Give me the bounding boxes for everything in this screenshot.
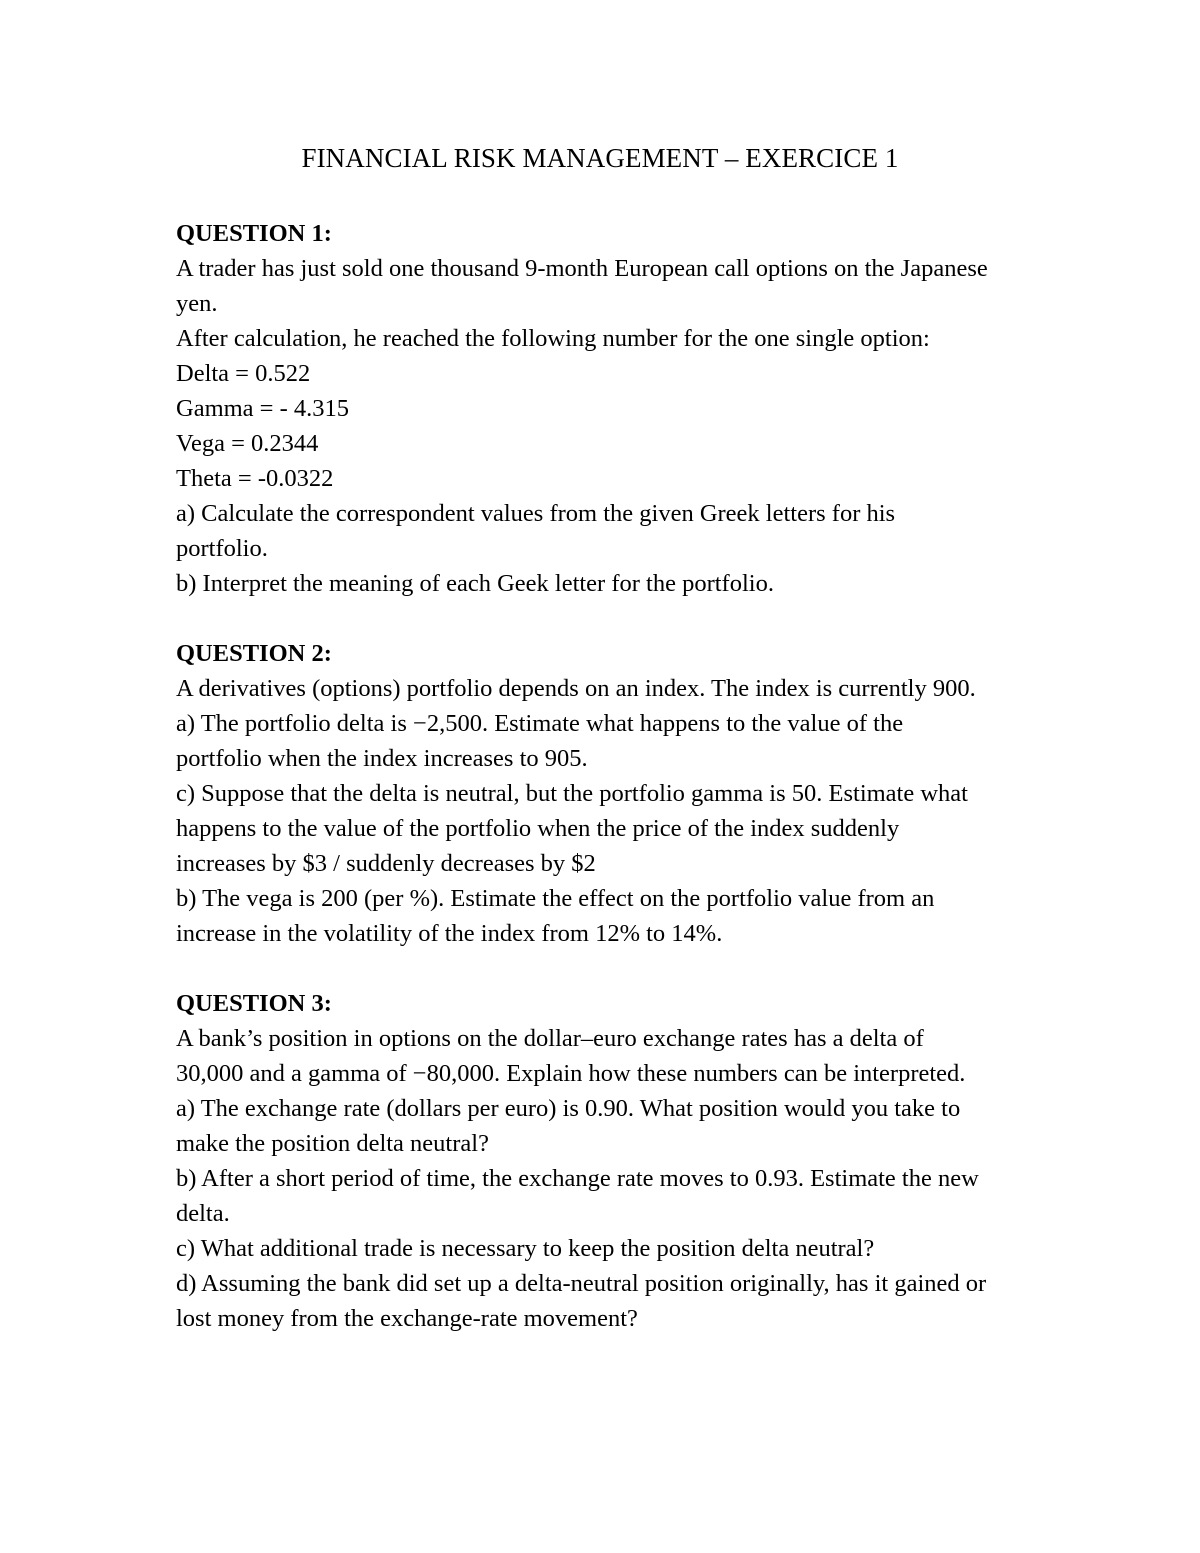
question-2-line: A derivatives (options) portfolio depends on an index. The index is currently 900.: [176, 675, 976, 702]
question-3-line: lost money from the exchange-rate movement?: [176, 1305, 638, 1332]
question-1-line: portfolio.: [176, 535, 268, 562]
question-1-line: b) Interpret the meaning of each Geek letter for the portfolio.: [176, 570, 774, 597]
question-2-line: increases by $3 / suddenly decreases by $2: [176, 850, 596, 877]
question-3-line: 30,000 and a gamma of −80,000. Explain how these numbers can be interpreted.: [176, 1060, 966, 1087]
question-3-line: d) Assuming the bank did set up a delta-neutral position originally, has it gained or: [176, 1270, 987, 1297]
question-2-section: [176, 636, 1036, 951]
question-3-line: delta.: [176, 1200, 230, 1227]
question-2-line: happens to the value of the portfolio when the price of the index suddenly: [176, 815, 900, 842]
question-1-line: Vega = 0.2344: [176, 430, 319, 457]
question-3-line: make the position delta neutral?: [176, 1130, 489, 1157]
question-1-line: a) Calculate the correspondent values from the given Greek letters for his: [176, 500, 896, 527]
question-1-line: Gamma = - 4.315: [176, 395, 350, 422]
document-title: FINANCIAL RISK MANAGEMENT – EXERCICE 1: [301, 143, 899, 173]
question-3-section: [176, 986, 1036, 1336]
question-1-line: yen.: [176, 290, 218, 317]
question-3-line: b) After a short period of time, the exchange rate moves to 0.93. Estimate the new: [176, 1165, 979, 1192]
question-1-line: Delta = 0.522: [176, 360, 311, 387]
question-1-heading: QUESTION 1:: [176, 220, 332, 247]
question-2-heading: QUESTION 2:: [176, 640, 332, 667]
question-1-line: Theta = -0.0322: [176, 465, 334, 492]
question-1-line: A trader has just sold one thousand 9-month European call options on the Japanese: [176, 255, 988, 282]
question-2-line: a) The portfolio delta is −2,500. Estimate what happens to the value of the: [176, 710, 904, 737]
question-3-line: A bank’s position in options on the dollar–euro exchange rates has a delta of: [176, 1025, 924, 1052]
question-2-line: portfolio when the index increases to 905.: [176, 745, 588, 772]
question-2-line: b) The vega is 200 (per %). Estimate the effect on the portfolio value from an: [176, 885, 935, 912]
question-1-line: After calculation, he reached the following number for the one single option:: [176, 325, 930, 352]
question-1-section: [176, 216, 1036, 601]
question-2-line: c) Suppose that the delta is neutral, but the portfolio gamma is 50. Estimate what: [176, 780, 968, 807]
document-body: [176, 216, 1036, 1371]
question-3-line: a) The exchange rate (dollars per euro) is 0.90. What position would you take to: [176, 1095, 961, 1122]
question-2-line: increase in the volatility of the index from 12% to 14%.: [176, 920, 723, 947]
question-3-heading: QUESTION 3:: [176, 990, 332, 1017]
question-3-line: c) What additional trade is necessary to keep the position delta neutral?: [176, 1235, 875, 1262]
